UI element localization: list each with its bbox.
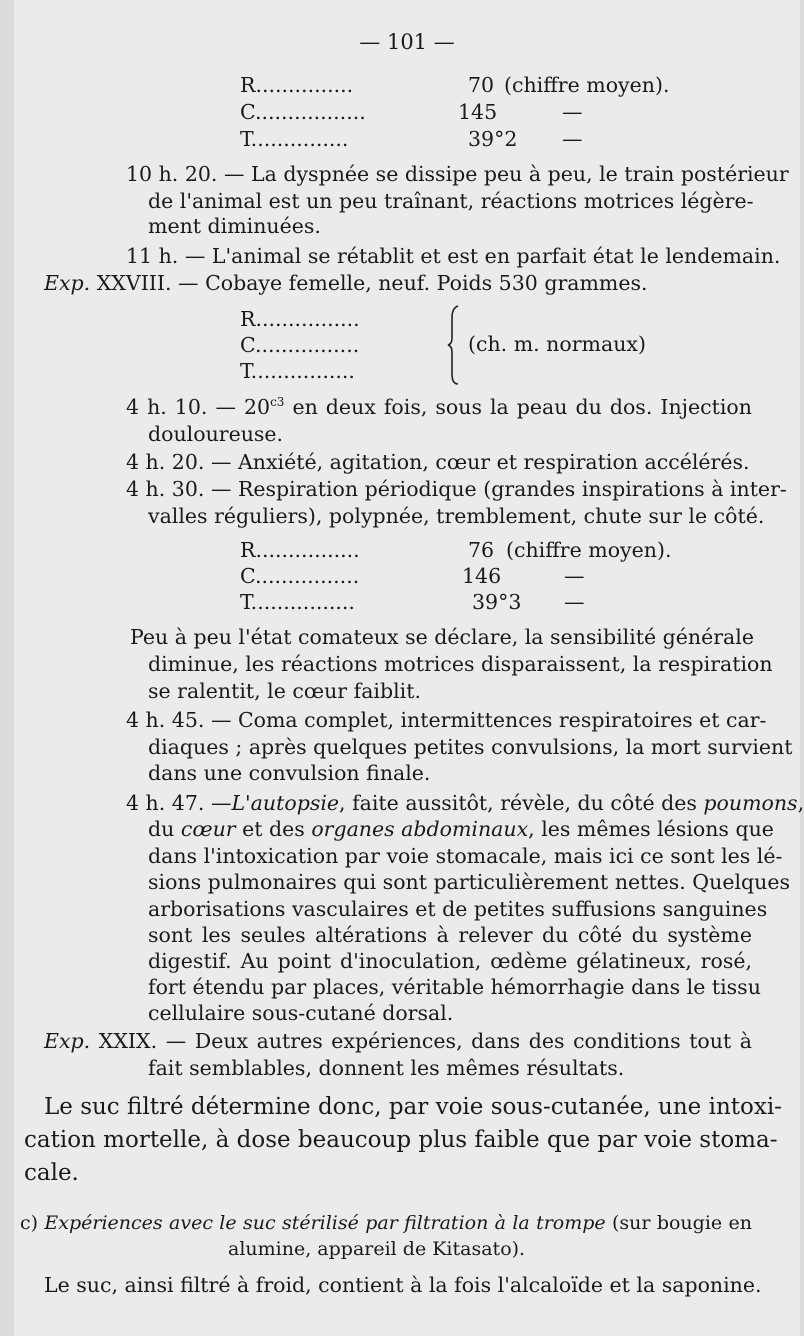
table-row: C................ (240, 333, 360, 357)
paragraph-line: se ralentit, le cœur faiblit. (148, 679, 421, 703)
event-line: de l'animal est un peu traînant, réactions motrices légère- (148, 189, 754, 213)
experiment-heading: Exp. XXVIII. — Cobaye femelle, neuf. Poids 530 grammes. (44, 271, 648, 295)
event-line: dans l'intoxication par voie stomacale, mais ici ce sont les lé- (148, 844, 783, 868)
event-line: du cœur et des organes abdominaux, les mêmes lésions que (148, 817, 774, 841)
table-note: (chiffre moyen). (504, 73, 670, 97)
event-line: 4 h. 20. — Anxiété, agitation, cœur et respiration accélérés. (126, 450, 750, 474)
event-line: ment diminuées. (148, 214, 321, 238)
table-value: 76 (468, 538, 495, 562)
page-number: — 101 — (359, 30, 455, 54)
event-line: sont les seules altérations à relever du côté du système (148, 923, 752, 947)
table-row: R................ (240, 307, 360, 331)
event-line: arborisations vasculaires et de petites suffusions sanguines (148, 897, 768, 921)
table-value: 146 (462, 564, 502, 588)
book-page (14, 0, 804, 1336)
table-row: T................ (240, 359, 355, 383)
section-heading-cont: alumine, appareil de Kitasato). (228, 1238, 526, 1260)
event-line: dans une convulsion finale. (148, 761, 431, 785)
event-line: 4 h. 10. — $20^{c3}$ en deux fois, sous la peau du dos. Injection (126, 395, 752, 419)
paragraph-line: diminue, les réactions motrices disparaissent, la respiration (148, 652, 773, 676)
event-line: 11 h. — L'animal se rétablit et est en parfait état le lendemain. (126, 244, 781, 268)
event-line: fort étendu par places, véritable hémorrhagie dans le tissu (148, 975, 761, 999)
conclusion-line: cation mortelle, à dose beaucoup plus faible que par voie stoma- (24, 1127, 778, 1153)
table-row: R............... (240, 73, 354, 97)
table-row: C................. (240, 100, 366, 124)
event-line: douloureuse. (148, 422, 284, 446)
table-note: — (562, 100, 583, 124)
table-value: 145 (458, 100, 498, 124)
table-row: C................ (240, 564, 360, 588)
table-note: — (564, 564, 585, 588)
event-line: valles réguliers), polypnée, tremblement, chute sur le côté. (148, 504, 765, 528)
event-line: sions pulmonaires qui sont particulièrement nettes. Quelques (148, 870, 790, 894)
event-line: diaques ; après quelques petites convulsions, la mort survient (148, 735, 793, 759)
paragraph-line: Le suc, ainsi filtré à froid, contient à la fois l'alcaloïde et la saponine. (44, 1273, 762, 1297)
event-line: 10 h. 20. — La dyspnée se dissipe peu à peu, le train postérieur (126, 162, 789, 186)
event-line: digestif. Au point d'inoculation, œdème gélatineux, rosé, (148, 949, 752, 973)
table-value: 39°3 (472, 590, 522, 614)
event-line: 4 h. 30. — Respiration périodique (grandes inspirations à inter- (126, 477, 787, 501)
table-value: 70 (468, 73, 495, 97)
table-note: — (564, 590, 585, 614)
event-line: cellulaire sous-cutané dorsal. (148, 1001, 454, 1025)
table-value: 39°2 (468, 127, 518, 151)
conclusion-line: Le suc filtré détermine donc, par voie sous-cutanée, une intoxi- (44, 1094, 782, 1120)
section-heading: c) Expériences avec le suc stérilisé par filtration à la trompe (sur bougie en (20, 1212, 752, 1234)
normal-note: (ch. m. normaux) (468, 332, 646, 356)
table-row: T................ (240, 590, 355, 614)
paragraph-line: Peu à peu l'état comateux se déclare, la sensibilité générale (130, 625, 754, 649)
brace-icon (446, 304, 462, 386)
event-line: 4 h. 47. —L'autopsie, faite aussitôt, révèle, du côté des poumons, (126, 791, 804, 815)
table-row: T............... (240, 127, 349, 151)
experiment-line: fait semblables, donnent les mêmes résultats. (148, 1056, 625, 1080)
table-note: — (562, 127, 583, 151)
table-note: (chiffre moyen). (506, 538, 672, 562)
table-row: R................ (240, 538, 360, 562)
conclusion-line: cale. (24, 1160, 79, 1186)
experiment-heading: Exp. XXIX. — Deux autres expériences, dans des conditions tout à (44, 1029, 752, 1053)
event-line: 4 h. 45. — Coma complet, intermittences respiratoires et car- (126, 708, 767, 732)
